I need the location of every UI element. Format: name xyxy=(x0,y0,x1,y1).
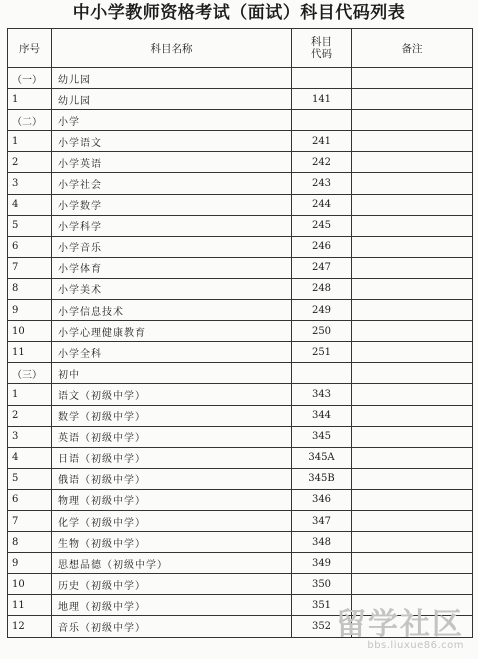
table-row xyxy=(8,489,473,510)
row-subject-code: 248 xyxy=(292,278,352,299)
table-row xyxy=(8,131,473,152)
header-no: 序号 xyxy=(8,29,52,68)
row-no: 2 xyxy=(8,405,52,426)
row-subject-code: 345B xyxy=(292,468,352,489)
row-subject-name: 化学（初级中学） xyxy=(52,510,292,531)
row-subject-name: 幼儿园 xyxy=(52,68,292,89)
table-row xyxy=(8,321,473,342)
row-note xyxy=(352,194,473,215)
row-subject-name: 小学社会 xyxy=(52,173,292,194)
row-no: （三） xyxy=(8,363,52,384)
row-note xyxy=(352,173,473,194)
table-row xyxy=(8,236,473,257)
row-note xyxy=(352,152,473,173)
table-row xyxy=(8,532,473,553)
table-row xyxy=(8,384,473,405)
row-no: 11 xyxy=(8,342,52,363)
table-row xyxy=(8,363,473,384)
row-note xyxy=(352,131,473,152)
row-subject-code: 352 xyxy=(292,616,352,637)
row-note xyxy=(352,110,473,131)
row-subject-name: 英语（初级中学） xyxy=(52,426,292,447)
row-note xyxy=(352,553,473,574)
row-subject-code: 345A xyxy=(292,447,352,468)
table-row xyxy=(8,426,473,447)
row-subject-name: 小学心理健康教育 xyxy=(52,321,292,342)
row-no: 1 xyxy=(8,384,52,405)
header-note: 备注 xyxy=(352,29,473,68)
row-no: 5 xyxy=(8,215,52,236)
row-subject-code: 246 xyxy=(292,236,352,257)
header-subject-name: 科目名称 xyxy=(52,29,292,68)
row-no: 12 xyxy=(8,616,52,637)
watermark-text: 留学社区 xyxy=(336,607,464,642)
row-subject-name: 日语（初级中学） xyxy=(52,447,292,468)
row-subject-name: 历史（初级中学） xyxy=(52,574,292,595)
row-no: 9 xyxy=(8,553,52,574)
row-no: 4 xyxy=(8,447,52,468)
table-row xyxy=(8,574,473,595)
row-subject-name: 小学科学 xyxy=(52,215,292,236)
table-row xyxy=(8,342,473,363)
row-subject-code xyxy=(292,68,352,89)
row-subject-code: 345 xyxy=(292,426,352,447)
row-note xyxy=(352,532,473,553)
row-subject-code: 242 xyxy=(292,152,352,173)
row-subject-code: 245 xyxy=(292,215,352,236)
row-note xyxy=(352,321,473,342)
row-no: 10 xyxy=(8,321,52,342)
row-subject-name: 小学语文 xyxy=(52,131,292,152)
row-subject-name: 地理（初级中学） xyxy=(52,595,292,616)
row-no: 5 xyxy=(8,468,52,489)
row-subject-name: 小学英语 xyxy=(52,152,292,173)
table-row xyxy=(8,510,473,531)
subject-code-table xyxy=(7,28,473,642)
row-subject-name: 小学 xyxy=(52,110,292,131)
table-row xyxy=(8,68,473,89)
row-note xyxy=(352,363,473,384)
table-row xyxy=(8,89,473,110)
row-subject-name: 物理（初级中学） xyxy=(52,489,292,510)
row-no: 10 xyxy=(8,574,52,595)
row-subject-code: 347 xyxy=(292,510,352,531)
table-row xyxy=(8,110,473,131)
row-note xyxy=(352,384,473,405)
row-subject-name: 小学音乐 xyxy=(52,236,292,257)
table-row xyxy=(8,405,473,426)
row-subject-code: 250 xyxy=(292,321,352,342)
row-no: 7 xyxy=(8,257,52,278)
row-note xyxy=(352,426,473,447)
row-subject-code: 244 xyxy=(292,194,352,215)
row-subject-code: 348 xyxy=(292,532,352,553)
row-no: （二） xyxy=(8,110,52,131)
row-subject-code xyxy=(292,363,352,384)
row-subject-name: 小学全科 xyxy=(52,342,292,363)
table-row xyxy=(8,173,473,194)
row-subject-code: 343 xyxy=(292,384,352,405)
row-no: 9 xyxy=(8,300,52,321)
table-row xyxy=(8,300,473,321)
table-row xyxy=(8,447,473,468)
row-subject-code: 349 xyxy=(292,553,352,574)
row-no: 11 xyxy=(8,595,52,616)
row-note xyxy=(352,215,473,236)
table-row xyxy=(8,194,473,215)
row-subject-code: 351 xyxy=(292,595,352,616)
row-no: 4 xyxy=(8,194,52,215)
row-subject-code: 251 xyxy=(292,342,352,363)
header-subject-code xyxy=(292,29,352,68)
row-subject-code: 247 xyxy=(292,257,352,278)
watermark xyxy=(336,607,464,651)
row-subject-name: 小学体育 xyxy=(52,257,292,278)
row-subject-name: 初中 xyxy=(52,363,292,384)
row-subject-name: 小学美术 xyxy=(52,278,292,299)
row-no: 3 xyxy=(8,426,52,447)
row-note xyxy=(352,489,473,510)
page-title: 中小学教师资格考试（面试）科目代码列表 xyxy=(72,3,406,23)
row-no: 3 xyxy=(8,173,52,194)
row-subject-code: 346 xyxy=(292,489,352,510)
table-row xyxy=(8,468,473,489)
row-subject-code: 344 xyxy=(292,405,352,426)
row-subject-code xyxy=(292,110,352,131)
row-subject-name: 俄语（初级中学） xyxy=(52,468,292,489)
row-subject-name: 思想品德（初级中学） xyxy=(52,553,292,574)
row-note xyxy=(352,342,473,363)
table-row xyxy=(8,257,473,278)
row-subject-code: 241 xyxy=(292,131,352,152)
watermark-url: bbs.liuxue86.com xyxy=(367,640,464,651)
row-note xyxy=(352,68,473,89)
row-note xyxy=(352,510,473,531)
row-subject-name: 音乐（初级中学） xyxy=(52,616,292,637)
table-body xyxy=(8,68,473,642)
table-header-row xyxy=(8,29,473,68)
row-no: 1 xyxy=(8,131,52,152)
row-subject-name: 幼儿园 xyxy=(52,89,292,110)
row-note xyxy=(352,405,473,426)
row-no: （一） xyxy=(8,68,52,89)
row-subject-name: 生物（初级中学） xyxy=(52,532,292,553)
row-note xyxy=(352,468,473,489)
table-row xyxy=(8,152,473,173)
row-no: 8 xyxy=(8,278,52,299)
row-no: 7 xyxy=(8,510,52,531)
table-row xyxy=(8,215,473,236)
row-note xyxy=(352,236,473,257)
table-row xyxy=(8,278,473,299)
row-subject-name: 小学数学 xyxy=(52,194,292,215)
row-subject-code: 350 xyxy=(292,574,352,595)
header-code-line2: 代码 xyxy=(311,48,332,60)
row-note xyxy=(352,574,473,595)
row-no: 1 xyxy=(8,89,52,110)
row-note xyxy=(352,89,473,110)
row-subject-code: 249 xyxy=(292,300,352,321)
row-subject-name: 数学（初级中学） xyxy=(52,405,292,426)
table-row xyxy=(8,553,473,574)
row-subject-code: 141 xyxy=(292,89,352,110)
row-no: 6 xyxy=(8,236,52,257)
row-subject-name: 语文（初级中学） xyxy=(52,384,292,405)
row-note xyxy=(352,278,473,299)
row-subject-name: 小学信息技术 xyxy=(52,300,292,321)
row-note xyxy=(352,447,473,468)
row-note xyxy=(352,257,473,278)
row-no: 8 xyxy=(8,532,52,553)
row-note xyxy=(352,300,473,321)
header-code-line1: 科目 xyxy=(311,36,332,48)
row-no: 2 xyxy=(8,152,52,173)
row-subject-code: 243 xyxy=(292,173,352,194)
row-no: 6 xyxy=(8,489,52,510)
